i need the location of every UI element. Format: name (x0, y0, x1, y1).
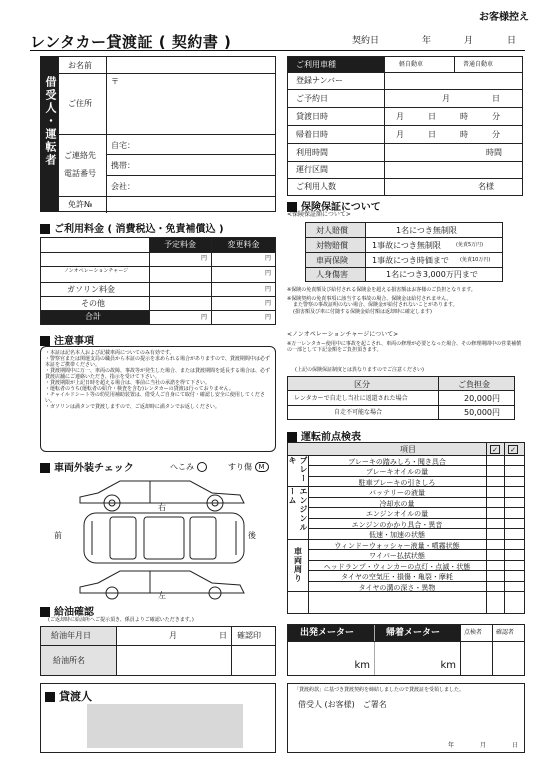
route-field[interactable] (386, 163, 520, 177)
noc-row-not-drivable-amount: 50,000円 (464, 408, 500, 417)
note-item: ・ガソリンは満タンで貸渡しますので、ご返却時に満タンでお返しください。 (45, 404, 220, 410)
base-fee-changed-field[interactable]: 円 (264, 255, 271, 262)
reservation-date-label: ご予約日 (296, 94, 328, 103)
inspection-group-label: ブレーキ (288, 456, 308, 487)
fuel-note: (ご返却時に給油所へご提示頂き、係員よりご確認いただきます。) (48, 617, 194, 623)
total-changed-field[interactable]: 円 (264, 314, 271, 321)
inspection-table (287, 442, 525, 614)
mobile-phone-label: 携帯： (111, 161, 135, 170)
contact-label: ご連絡先 (64, 151, 96, 160)
inspection-row (308, 508, 524, 518)
inspection-check-2[interactable] (505, 540, 523, 549)
inspection-check-1[interactable] (487, 582, 504, 591)
contract-date[interactable]: 契約日 年 月 日 (352, 36, 517, 46)
name-field[interactable] (111, 58, 273, 72)
signature-field[interactable] (298, 712, 518, 736)
lender-stamp-placeholder (87, 704, 243, 748)
inspection-check-2[interactable] (505, 519, 523, 528)
inspection-section-title: 運転前点検表 (287, 428, 361, 443)
noc-category-header: 区分 (354, 380, 370, 389)
note-item: ・貸渡期間中に万一、車両の故障、事故等が発生した場合、または貸渡期間を延長する場合は、必ず貸渡店舗にご連絡いただき、指示を受けて下さい。 (45, 368, 271, 380)
dent-legend: へこみ (170, 462, 207, 472)
noc-fee-label: ノンオペレーションチャージ (63, 268, 129, 274)
inspection-row (308, 466, 524, 476)
postal-mark: 〒 (111, 77, 119, 86)
personal-injury-label: 人身傷害 (316, 270, 348, 279)
inspection-row (308, 582, 524, 592)
front-label: 前 (54, 531, 62, 540)
inspection-check-2[interactable] (505, 508, 523, 517)
note-item: ・運転者のうち(運転者の紹介・検査を含む)レンタカーの貸渡は行っておりません。 (45, 386, 234, 392)
document-title: レンタカー貸渡証 ( 契約書 ) (30, 33, 232, 51)
signature-date[interactable]: 年 月 日 (448, 742, 519, 749)
borrower-table (58, 56, 276, 212)
confirmer-label: 確認者 (496, 629, 515, 636)
inspection-item-label: タイヤの空気圧・損傷・亀裂・摩耗 (341, 573, 453, 582)
plate-number-field[interactable] (386, 74, 520, 88)
bodily-injury-value: 1名につき無制限 (396, 226, 457, 235)
inspection-row (308, 561, 524, 571)
inspection-check-2[interactable] (505, 529, 523, 538)
inspection-check-1[interactable] (487, 519, 504, 528)
company-phone-label: 会社： (111, 182, 135, 191)
inspection-item-label: ブレーキオイルの量 (365, 468, 429, 477)
gasoline-fee-label: ガソリン料金 (67, 285, 115, 294)
personal-injury-value: 1名につき3,000万円まで (386, 270, 478, 279)
address-label: ご住所 (68, 99, 92, 108)
lender-label: 貸渡人 (59, 690, 92, 703)
noc-sub-note: (上記の保険保証制度とは異なりますのでご注意ください) (295, 367, 424, 373)
inspection-check-2[interactable] (505, 571, 523, 580)
phone-label: 電話番号 (64, 169, 96, 178)
route-label: 運行区間 (296, 165, 328, 174)
inspection-row (308, 456, 524, 466)
inspection-check-2[interactable] (505, 550, 523, 559)
light-car-option[interactable]: 軽自動車 (384, 57, 454, 72)
dent-symbol-icon (197, 462, 207, 472)
inspection-check-2[interactable] (505, 561, 523, 570)
inspection-item-label: ワイパー払拭状態 (369, 552, 425, 561)
inspection-item-label: 駐車ブレーキの引きしろ (358, 478, 436, 487)
car-diagram[interactable] (40, 475, 276, 600)
insurance-table (305, 222, 503, 282)
insurance-notes: ※保険の免責額及び給付される保険金を超える損害額はお客様のご負担となります。 ※保険契約の免責事項に該当する事故の場合、保険金は給付されません。 また警察の事故証明のない場合、保険金が給付されないことがあります。 (損害額及び車に付随する保険金給付額は返却時に確定します) (287, 287, 476, 315)
note-item: ・本証は記名本人および記載車両についてのみ有効です。 (45, 350, 175, 356)
bodily-injury-label: 対人賠償 (316, 226, 348, 235)
changed-fee-header: 変更料金 (211, 238, 275, 252)
name-label: お名前 (68, 61, 92, 70)
inspection-check-1[interactable] (487, 561, 504, 570)
inspection-check-2[interactable] (505, 477, 523, 486)
departure-meter-label: 出発メーター (300, 628, 355, 638)
fees-section-title: ご利用料金 ( 消費税込・免責補償込 ) (40, 220, 224, 235)
fuel-stamp-field[interactable] (233, 647, 273, 673)
inspector-field[interactable] (462, 643, 490, 673)
inspection-check-1[interactable] (487, 571, 504, 580)
return-datetime-label: 帰着日時 (296, 130, 328, 139)
return-meter-field[interactable]: km (440, 659, 456, 671)
fuel-stamp-label: 確認印 (237, 631, 261, 640)
insurance-subtitle: <保険保証額について> (287, 211, 351, 218)
passenger-count-label: ご利用人数 (296, 182, 336, 191)
fuel-table (40, 626, 276, 676)
reservation-date-field[interactable]: 月 日 (442, 94, 500, 103)
noc-row-self-driven-amount: 20,000円 (464, 394, 500, 403)
gasoline-fee-changed-field[interactable]: 円 (264, 286, 271, 293)
inspection-item-label: タイヤの溝の深さ・異物 (358, 583, 436, 592)
noc-row-self-driven-label: レンタカーで自走し当社に返還された場合 (294, 395, 408, 402)
notes-section-title: 注意事項 (40, 332, 94, 347)
inspector-label: 点検者 (464, 629, 483, 636)
left-label: 左 (158, 591, 166, 600)
noc-fee-changed-field[interactable]: 円 (264, 270, 271, 277)
inspection-check-1[interactable] (487, 487, 504, 496)
inspection-row (308, 550, 524, 560)
note-item: ・チャイルドシート等の幼児用補助装置は、借受人ご自身にて取付・確認し安全に使用してください。 (45, 392, 265, 404)
noc-amount-header: ご負担金 (458, 380, 490, 389)
inspection-check-2[interactable] (505, 487, 523, 496)
inspection-item-label: エンジンオイルの量 (365, 510, 429, 519)
other-fee-label: その他 (81, 299, 105, 308)
total-planned-field[interactable]: 円 (200, 314, 207, 321)
inspection-check-1[interactable] (487, 456, 504, 465)
signature-box (287, 683, 525, 753)
inspection-check-2[interactable] (505, 456, 523, 465)
fuel-section-title: 給油確認 (40, 603, 94, 618)
confirmer-field[interactable] (494, 643, 522, 673)
inspection-check-1[interactable] (487, 498, 504, 507)
total-label: 合計 (85, 312, 101, 321)
vehicle-insurance-label: 車両保険 (316, 256, 348, 265)
inspection-item-label: 冷却水の量 (379, 499, 415, 508)
inspection-check-2[interactable] (505, 466, 523, 475)
property-damage-value: 1事故につき無制限 (372, 241, 441, 250)
inspection-item-label: ヘッドランプ・ウィンカーの点灯・点滅・状態 (323, 562, 471, 571)
inspection-row (308, 498, 524, 508)
vehicle-insurance-note: (免責10万円) (460, 257, 491, 263)
insurance-section-title: 保険保証について (287, 198, 381, 213)
inspection-row (308, 571, 524, 581)
regular-car-option[interactable]: 普通自動車 (454, 57, 522, 72)
inspection-item-label: エンジンのかかり具合・異音 (351, 520, 443, 529)
fuel-date-field[interactable]: 月 日 (169, 631, 227, 640)
passenger-count-field[interactable]: 名様 (478, 182, 494, 191)
check-column-1-icon: ✓ (490, 445, 500, 454)
property-damage-note: (免責5万円) (456, 242, 484, 248)
scratch-symbol-icon: M (255, 462, 269, 472)
vehicle-insurance-value: 1事故につき時価まで (372, 256, 449, 265)
fuel-date-label: 給油年月日 (51, 631, 91, 640)
car-outline-icon (40, 475, 276, 600)
noc-row-not-drivable-label: 自走不可能な場合 (334, 409, 383, 416)
notes-box (40, 346, 276, 452)
usage-time-label: 利用時間 (296, 148, 328, 157)
return-datetime-field[interactable]: 月 日 時 分 (396, 130, 500, 139)
property-damage-label: 対物賠償 (316, 241, 348, 250)
plate-number-label: 登録ナンバー (296, 76, 344, 85)
right-label: 右 (158, 503, 166, 512)
note-item: ・貸渡期限が上記日時を超える場合は、事前に当社の承諾を得て下さい。 (45, 380, 211, 386)
inspection-item-label: ウィンドーウォッシャー液量・噴霧状態 (334, 541, 460, 550)
inspection-item-label: バッテリーの液量 (369, 489, 425, 498)
signature-note: 「貸渡約款」に基づき貸渡契約を締結しましたので貸渡証を受領しました。 (294, 687, 465, 693)
planned-fee-header: 予定料金 (149, 238, 211, 252)
title-rule (30, 50, 525, 51)
departure-meter-field[interactable]: km (354, 659, 370, 671)
base-fee-planned-field[interactable]: 円 (200, 255, 207, 262)
exterior-section-title: 車両外装チェック (40, 459, 134, 474)
inspection-check-1[interactable] (487, 550, 504, 559)
meter-table (287, 624, 525, 676)
inspection-row (308, 529, 524, 539)
inspection-group-label: エンジンルーム (288, 487, 308, 539)
return-meter-label: 帰着メーター (386, 628, 441, 638)
inspection-check-1[interactable] (487, 529, 504, 538)
license-field[interactable] (111, 198, 273, 211)
check-column-2-icon: ✓ (508, 445, 518, 454)
noc-table (287, 376, 515, 420)
other-fee-changed-field[interactable]: 円 (264, 300, 271, 307)
fuel-station-field[interactable] (119, 647, 229, 673)
signature-label: 借受人 (お客様) ご署名 (298, 700, 387, 709)
inspection-row (308, 487, 524, 497)
inspection-check-1[interactable] (487, 466, 504, 475)
vehicle-table (287, 56, 523, 196)
inspection-check-2[interactable] (505, 582, 523, 591)
note-item: ・警察官または関運支局の職員から本証の提示を求められる場合がありますので、貸渡期間中は必ず本証をご携帯ください。 (45, 356, 270, 368)
customer-copy-label: お客様控え (479, 12, 529, 23)
lender-box (40, 683, 276, 753)
fees-table (40, 237, 276, 325)
vehicle-header: ご利用車種 (288, 57, 384, 72)
inspection-check-1[interactable] (487, 508, 504, 517)
inspection-check-1[interactable] (487, 477, 504, 486)
inspection-item-header: 項目 (400, 445, 416, 454)
address-field[interactable] (111, 87, 273, 131)
fuel-station-label: 給油所名 (53, 656, 85, 665)
borrower-side-label: 借受人・運転者 (40, 56, 58, 212)
inspection-row (308, 540, 524, 550)
inspection-row (308, 519, 524, 529)
license-label: 免許№ (68, 200, 93, 209)
inspection-group-label: 車両周り (288, 540, 308, 592)
rental-datetime-label: 貸渡日時 (296, 112, 328, 121)
scratch-legend: すり傷 M (228, 462, 269, 472)
rear-label: 後 (248, 531, 256, 540)
home-phone-label: 自宅： (111, 141, 135, 150)
usage-time-field[interactable]: 時間 (486, 148, 502, 157)
inspection-row (308, 477, 524, 487)
inspection-item-label: ブレーキの踏みしろ・聞き具合 (348, 458, 446, 466)
noc-title: <ノンオペレーションチャージについて> (287, 331, 399, 338)
rental-datetime-field[interactable]: 月 日 時 分 (396, 112, 500, 121)
inspection-check-1[interactable] (487, 540, 504, 549)
inspection-check-2[interactable] (505, 498, 523, 507)
noc-text: ※万一レンタカー使用中に事故を起こされ、車両の修理が必要となった場合、その修理期間中の営業補償の一部として下記金額をご負担頂きます。 (287, 341, 522, 353)
inspection-item-label: 低速・加速の状態 (369, 531, 425, 540)
